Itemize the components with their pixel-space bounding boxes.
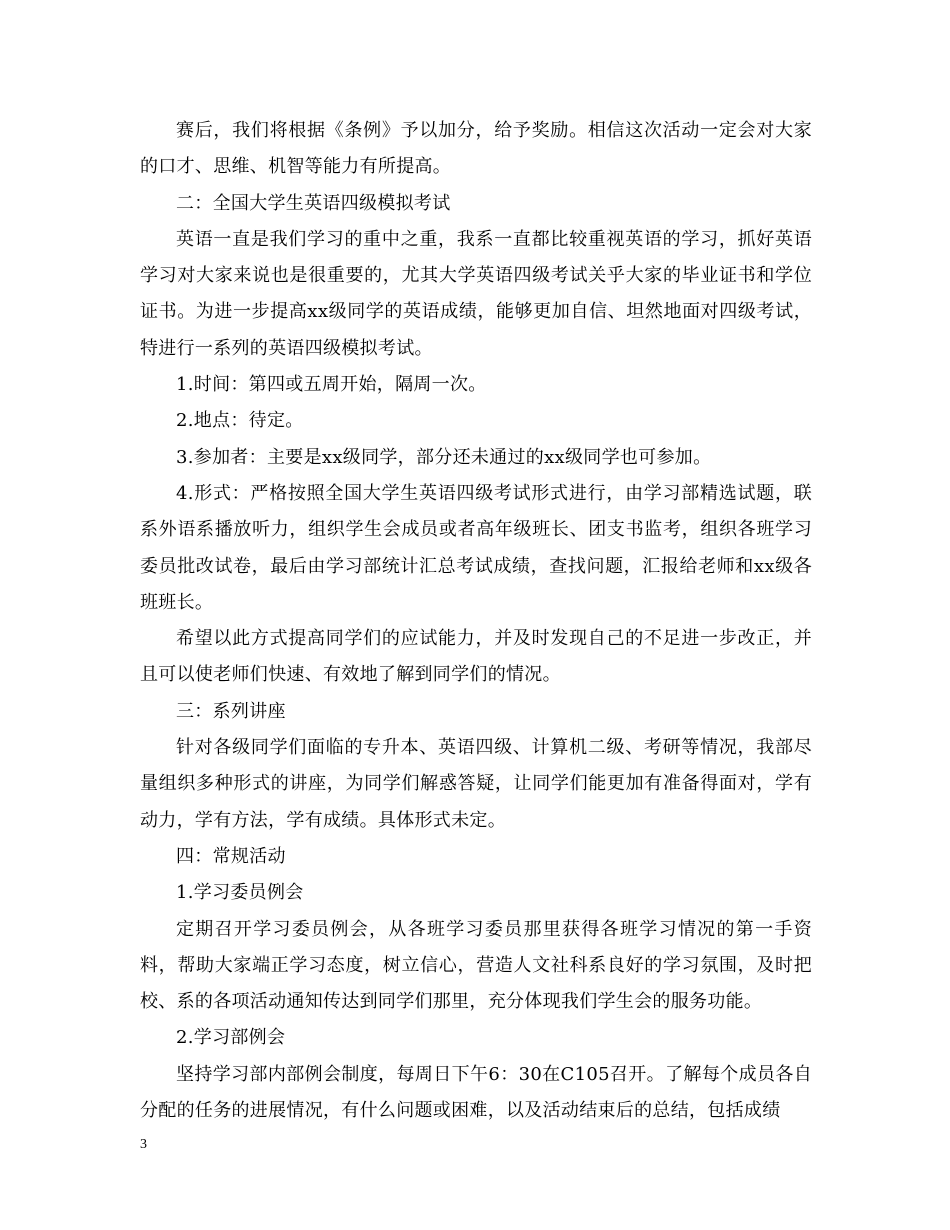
paragraph-hope: 希望以此方式提高同学们的应试能力，并及时发现自己的不足进一步改正，并且可以使老师们快速、有效地了解到同学们的情况。 bbox=[140, 628, 812, 686]
heading-lecture-series: 三：系列讲座 bbox=[176, 700, 286, 722]
list-item-location: 2.地点：待定。 bbox=[176, 410, 304, 432]
page-number: 3 bbox=[140, 1137, 147, 1152]
list-item-participants: 3.参加者：主要是xx级同学，部分还未通过的xx级同学也可参加。 bbox=[176, 446, 712, 468]
list-item-format: 4.形式：严格按照全国大学生英语四级考试形式进行，由学习部精选试题，联系外语系播放听力，组织学生会成员或者高年级班长、团支书监考，组织各班学习委员批改试卷，最后由学习部统计汇总考试成绩，查找问题，汇报给老师和xx级各班班长。 bbox=[140, 482, 812, 613]
paragraph-award: 赛后，我们将根据《条例》予以加分，给予奖励。相信这次活动一定会对大家的口才、思维、机智等能力有所提高。 bbox=[140, 120, 812, 178]
list-item-time: 1.时间：第四或五周开始，隔周一次。 bbox=[176, 374, 487, 396]
document-body bbox=[140, 113, 812, 1129]
paragraph-lectures: 针对各级同学们面临的专升本、英语四级、计算机二级、考研等情况，我部尽量组织多种形式的讲座，为同学们解惑答疑，让同学们能更加有准备得面对，学有动力，学有方法，学有成绩。具体形式未定。 bbox=[140, 737, 812, 831]
subheading-department-meeting: 2.学习部例会 bbox=[176, 1027, 286, 1049]
paragraph-committee-meeting: 定期召开学习委员例会，从各班学习委员那里获得各班学习情况的第一手资料，帮助大家端正学习态度，树立信心，营造人文社科系良好的学习氛围，及时把校、系的各项活动通知传达到同学们那里，充分体现我们学生会的服务功能。 bbox=[140, 918, 812, 1013]
paragraph-english-importance: 英语一直是我们学习的重中之重，我系一直都比较重视英语的学习，抓好英语学习对大家来说也是很重要的，尤其大学英语四级考试关乎大家的毕业证书和学位证书。为进一步提高xx级同学的英语成绩，能够更加自信、坦然地面对四级考试，特进行一系列的英语四级模拟考试。 bbox=[140, 228, 812, 359]
heading-regular-activities: 四：常规活动 bbox=[176, 845, 286, 867]
paragraph-department-meeting: 坚持学习部内部例会制度，每周日下午6：30在C105召开。了解每个成员各自分配的任务的进展情况，有什么问题或困难，以及活动结束后的总结，包括成绩 bbox=[140, 1063, 812, 1122]
heading-cet4-mock-exam: 二：全国大学生英语四级模拟考试 bbox=[176, 192, 451, 214]
subheading-committee-meeting: 1.学习委员例会 bbox=[176, 882, 304, 904]
